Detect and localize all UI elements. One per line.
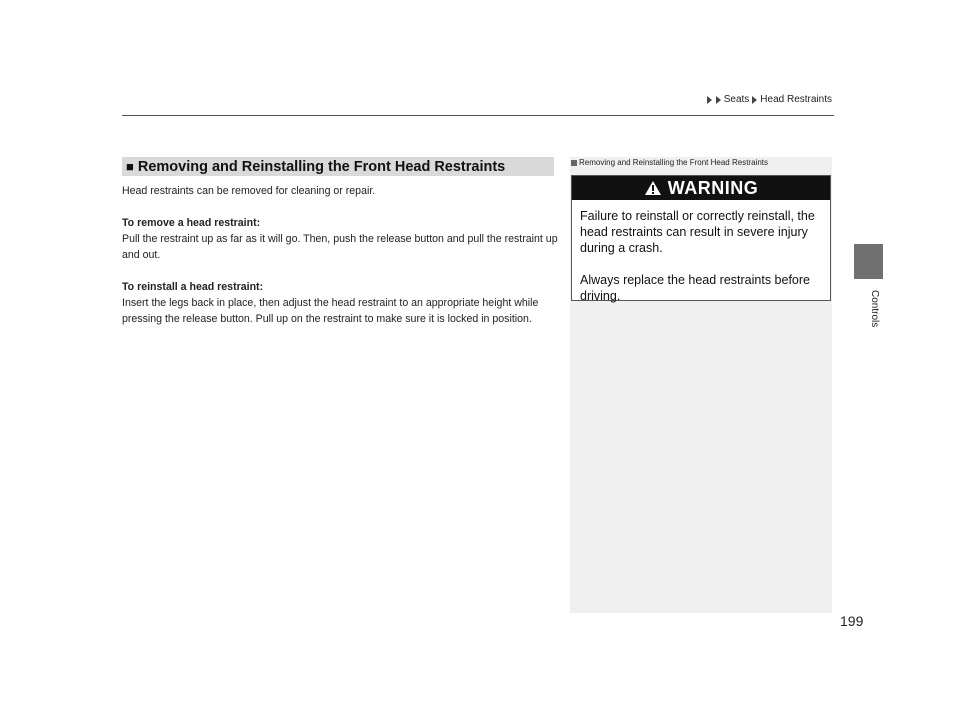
breadcrumb-arrow-icon xyxy=(716,96,721,104)
warning-paragraph: Always replace the head restraints before driving. xyxy=(580,273,810,303)
breadcrumb-item-seats[interactable]: Seats xyxy=(723,94,750,105)
sidebar-heading xyxy=(570,157,832,167)
remove-paragraph: Pull the restraint up as far as it will go. Then, push the release button and pull the restraint up and out. xyxy=(122,233,558,261)
warning-label: WARNING xyxy=(667,177,759,198)
breadcrumb-arrow-icon xyxy=(707,96,712,104)
section-title: Removing and Reinstalling the Front Head Restraints xyxy=(137,158,506,175)
intro-paragraph: Head restraints can be removed for cleaning or repair. xyxy=(122,185,376,197)
square-bullet-icon: ■ xyxy=(126,159,134,174)
warning-banner xyxy=(572,176,830,200)
warning-box xyxy=(571,175,831,301)
notes-sidebar xyxy=(570,157,832,613)
reinstall-paragraph: Insert the legs back in place, then adjust the head restraint to an appropriate height while pressing the release button. Pull up on the restraint to make sure it is locked in position. xyxy=(122,297,539,325)
breadcrumb xyxy=(706,94,832,105)
warning-paragraph: Failure to reinstall or correctly reinstall, the head restraints can result in severe injury during a crash. xyxy=(580,209,815,255)
reference-marker-icon xyxy=(571,160,577,166)
body-content xyxy=(122,183,562,343)
page-number: 199 xyxy=(840,613,864,629)
section-heading xyxy=(122,157,554,176)
warning-text xyxy=(572,200,830,304)
side-tab-marker xyxy=(854,244,883,279)
side-tab-label: Controls xyxy=(869,290,880,328)
reinstall-heading: To reinstall a head restraint: xyxy=(122,281,264,293)
sidebar-heading-label: Removing and Reinstalling the Front Head Restraints xyxy=(579,158,768,167)
header-rule xyxy=(122,115,834,116)
warning-triangle-icon xyxy=(644,180,662,196)
remove-heading: To remove a head restraint: xyxy=(122,217,261,229)
breadcrumb-arrow-icon xyxy=(752,96,757,104)
breadcrumb-item-head-restraints[interactable]: Head Restraints xyxy=(760,94,832,105)
